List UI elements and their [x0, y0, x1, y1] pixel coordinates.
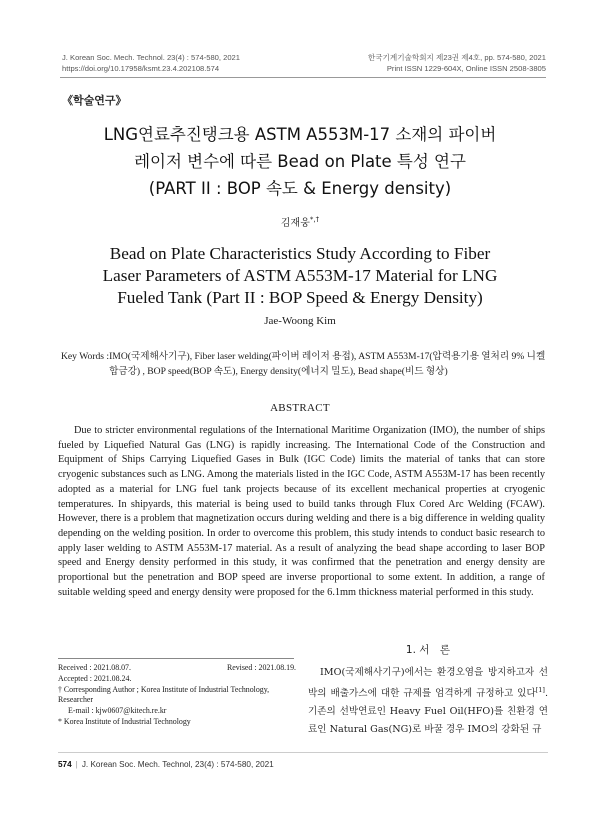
korean-title — [40, 121, 560, 202]
section-text-continued: . 기존의 선박연료인 Heavy Fuel Oil(HFO)를 친환경 연료인 Natural Gas(NG)로 바꿀 경우 IMO의 강화된 규 — [308, 687, 548, 735]
keywords-label: Key Words : — [61, 351, 110, 362]
citation-line: J. Korean Soc. Mech. Technol. 23(4) : 574-580, 2021 — [62, 53, 240, 62]
keywords — [61, 349, 551, 379]
section-heading: 1. 서 론 — [405, 644, 451, 656]
header-divider — [60, 77, 546, 78]
footer-journal: J. Korean Soc. Mech. Technol, 23(4) : 574-580, 2021 — [81, 760, 274, 769]
author-email[interactable]: E-mail : kjw0607@kitech.re.kr — [68, 706, 167, 716]
journal-citation-header — [62, 52, 240, 74]
korean-citation-line: 한국기계기술학회지 제23권 제4호, pp. 574-580, 2021 — [367, 53, 546, 62]
english-title — [40, 243, 560, 309]
section-text: IMO(국제해사기구)에서는 환경오염을 방지하고자 선박의 배출가스에 대한 규제를 엄격하게 규정하고 있다 — [308, 667, 548, 699]
accepted-date: Accepted : 2021.08.24. — [58, 673, 132, 683]
issn-line: Print ISSN 1229-604X, Online ISSN 2508-3805 — [386, 64, 546, 73]
received-date: Received : 2021.08.07. — [58, 663, 131, 672]
doi-link[interactable]: https://doi.org/10.17958/ksmt.23.4.202108.574 — [62, 64, 220, 73]
affiliation-note: * Korea Institute of Industrial Technology — [58, 716, 191, 726]
article-category: 《학술연구》 — [62, 94, 127, 107]
date-row — [58, 663, 296, 674]
korean-title-line: LNG연료추진탱크용 ASTM A553M-17 소재의 파이버 — [103, 125, 497, 144]
footnotes — [58, 663, 296, 728]
author-affiliation-mark: *,† — [309, 215, 320, 224]
reference-marker[interactable]: [1] — [535, 685, 545, 694]
korean-author — [0, 214, 600, 229]
revised-date: Revised : 2021.08.19. — [226, 663, 296, 672]
journal-issn-header — [368, 52, 546, 74]
section-body — [308, 664, 548, 738]
footer-separator: | — [75, 760, 78, 769]
abstract-text: Due to stricter environmental regulations of the International Maritime Organization (IMO), the number of ships fueled by Liquefied Natural Gas (LNG) is rapidly increasing. The International Code of the Construction and Equipment of Ships Carrying Liquefied Gases in Bulk (IGC Code) limits the material of tanks that can store cryogenic substances such as LNG. Among the materials listed in the IGC Code, ASTM A553M-17 has been recently adopted as a material for LNG fuel tank projects because of its excellent mechanical properties at cryogenic temperatures. In shipyards, this material is being used to build tanks through Flux Cored Arc Welding (FCAW). However, there is a problem that magnetization occurs during welding and there is a big difference in welding quality depending on the welding position. In order to overcome this problem, this study intends to conduct basic research to apply laser welding to ASTM A553M-17 material. As a result of analyzing the bead shape according to laser BOP speed and Energy density performed in this study, it was confirmed that the penetration and energy density are proportional but the penetration and BOP speed are inverse proportional to some extent. In addition, a range of suitable welding speed and energy density were proposed for the 6.1mm thickness material performed in this study. — [58, 425, 545, 598]
page-footer — [58, 760, 274, 769]
english-title-line: Laser Parameters of ASTM A553M-17 Material for LNG — [102, 266, 498, 285]
korean-title-line: 레이저 변수에 따른 Bead on Plate 특성 연구 — [134, 152, 466, 171]
keywords-text: IMO(국제해사기구), Fiber laser welding(파이버 레이저 용접), ASTM A553M-17(압력용기용 열처리 9% 니켈합금강) , BOP speed(BOP 속도), Energy density(에너지 밀도), Bead shape(비드 형상) — [109, 351, 546, 377]
korean-title-line: (PART II : BOP 속도 & Energy density) — [148, 179, 452, 198]
english-title-line: Bead on Plate Characteristics Study According to Fiber — [109, 244, 491, 263]
page-number: 574 — [58, 760, 72, 769]
english-author: Jae-Woong Kim — [264, 315, 336, 327]
korean-author-name: 김재웅 — [280, 218, 310, 229]
footnote-divider — [58, 658, 294, 659]
abstract-heading: ABSTRACT — [270, 402, 330, 414]
corresponding-author: † Corresponding Author ; Korea Institute of Industrial Technology, Researcher — [58, 684, 270, 705]
english-title-line: Fueled Tank (Part II : BOP Speed & Energy Density) — [117, 288, 483, 307]
footer-divider — [58, 752, 548, 753]
